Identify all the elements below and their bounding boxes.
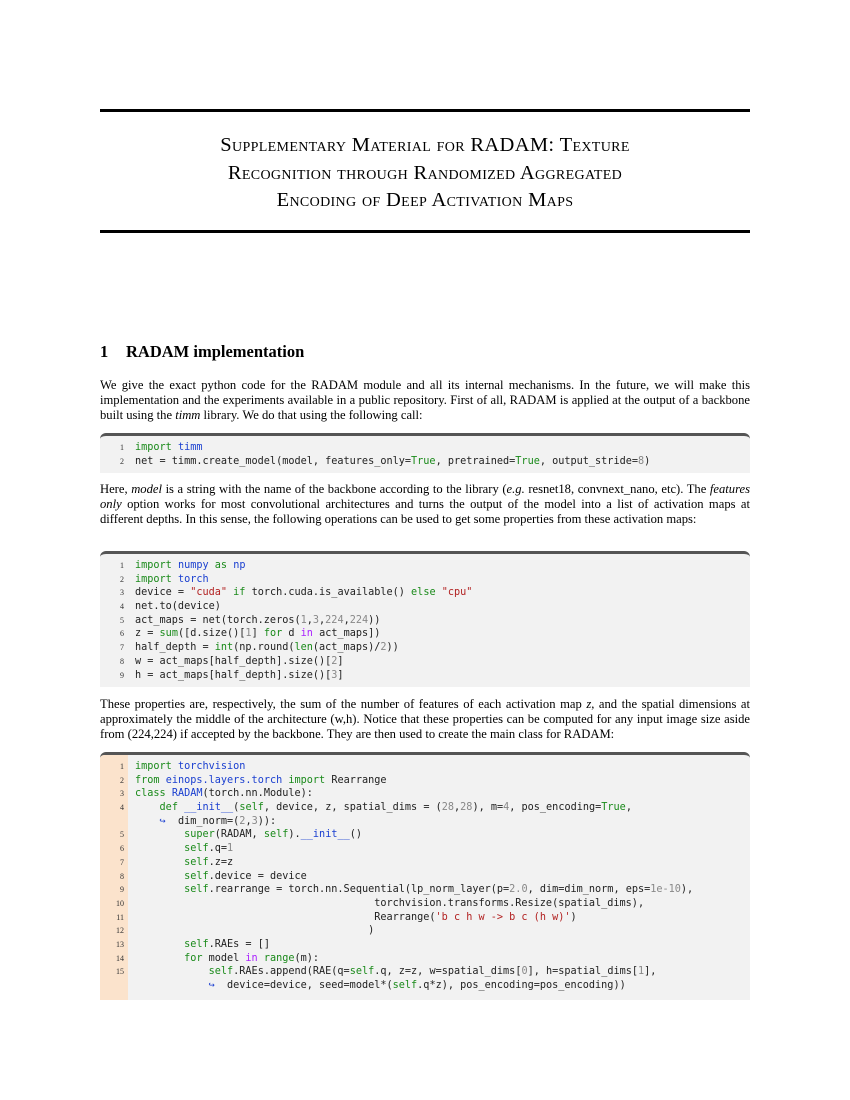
code-line: 6 z = sum([d.size()[1] for d in act_maps]) (100, 627, 750, 641)
line-number: 9 (120, 670, 124, 680)
code-line: 3 device = "cuda" if torch.cuda.is_available() else "cpu" (100, 586, 750, 600)
code-line: 4 def __init__(self, device, z, spatial_dims = (28,28), m=4, pos_encoding=True, (100, 801, 750, 815)
line-number: 7 (120, 643, 124, 653)
line-number: 1 (120, 762, 124, 771)
code-line: 12 ) (100, 924, 750, 938)
code-line: 2 import torch (100, 573, 750, 587)
line-number: 14 (116, 953, 124, 963)
code-line: 9 h = act_maps[half_depth].size()[3] (100, 669, 750, 683)
title-bottom-rule (100, 230, 750, 233)
paragraph-text: resnet18, convnext_nano, etc). The (524, 482, 710, 496)
emphasis-timm: timm (175, 408, 201, 423)
code-line: 1 import torchvision (100, 760, 750, 774)
emphasis-features-only: features only (100, 482, 751, 512)
line-number: 3 (120, 588, 124, 598)
code-line: 5 super(RADAM, self).__init__() (100, 828, 750, 842)
paragraph-features (100, 482, 750, 528)
code-line: 4 net.to(device) (100, 600, 750, 614)
title-top-rule (100, 109, 750, 112)
line-number: 9 (120, 885, 124, 895)
title-line-1: Supplementary Material for RADAM: Texture (220, 134, 630, 156)
line-number: 11 (116, 912, 124, 922)
line-number: 6 (120, 629, 124, 639)
paragraph-text: Here, (100, 482, 132, 496)
paragraph-text: library. We do that using the following call: (200, 408, 423, 423)
code-line: 9 self.rearrange = torch.nn.Sequential(lp_norm_layer(p=2.0, dim=dim_norm, eps=1e-10), (100, 883, 750, 897)
line-number: 5 (120, 830, 124, 840)
line-number: 13 (116, 939, 124, 949)
code-line: 1 import timm (100, 441, 750, 455)
line-number: 12 (116, 926, 124, 936)
code-line: 2 from einops.layers.torch import Rearrange (100, 774, 750, 788)
code-line: 10 torchvision.transforms.Resize(spatial_dims), (100, 897, 750, 911)
line-number: 1 (120, 443, 124, 452)
code-line: 15 self.RAEs.append(RAE(q=self.q, z=z, w=spatial_dims[0], h=spatial_dims[1], (100, 965, 750, 979)
code-line: 7 self.z=z (100, 856, 750, 870)
code-line: 7 half_depth = int(np.round(len(act_maps)/2)) (100, 641, 750, 655)
code-line: ↪ dim_norm=(2,3)): (159, 815, 277, 827)
section-heading (100, 342, 304, 362)
line-number: 15 (116, 967, 124, 977)
code-line: 8 w = act_maps[half_depth].size()[2] (100, 655, 750, 669)
code-line: 5 act_maps = net(torch.zeros(1,3,224,224)) (100, 614, 750, 628)
paragraph-text: is a string with the name of the backbone according to the library ( (161, 482, 507, 496)
code-line: 14 for model in range(m): (100, 952, 750, 966)
line-number: 3 (120, 789, 124, 799)
paragraph-properties (100, 697, 750, 743)
code-block-properties (100, 551, 750, 687)
line-number: 4 (120, 602, 124, 612)
paragraph-text: These properties are, respectively, the sum of the number of features of each activation map (100, 697, 587, 711)
paragraph-text: option works for most convolutional architectures and turns the output of the model into a list of activation maps at different depths. In this sense, the following operations can be used to get some properties from these activation maps: (100, 497, 750, 527)
code-line: 1 import numpy as np (100, 559, 750, 573)
section-title: RADAM implementation (126, 342, 305, 361)
code-line: 2 net = timm.create_model(model, features_only=True, pretrained=True, output_stride=8) (100, 455, 750, 469)
title-line-2: Recognition through Randomized Aggregated (227, 161, 623, 184)
line-number: 2 (120, 574, 124, 584)
line-number: 1 (120, 561, 124, 570)
code-line: ↪ device=device, seed=model*(self.q*z), pos_encoding=pos_encoding)) (208, 980, 626, 991)
paragraph-intro (100, 378, 750, 424)
emphasis-eg: e.g. (506, 482, 525, 496)
line-number: 7 (120, 857, 124, 867)
code-line: 3 class RADAM(torch.nn.Module): (100, 787, 750, 801)
title-line-3: Encoding of Deep Activation Maps (276, 189, 574, 211)
line-number: 8 (120, 871, 124, 881)
emphasis-model: model (131, 482, 162, 496)
line-number: 4 (120, 803, 124, 813)
math-z: z (586, 697, 592, 711)
paragraph-text: We give the exact python code for the RADAM module and all its internal mechanisms. In the future, we will make this implementation and the experiments available in a public repository. First of all, RADAM is applied at the output of a backbone built using the (100, 378, 750, 423)
paper-title (100, 132, 750, 215)
code-block-timm (100, 433, 750, 473)
code-line: 6 self.q=1 (100, 842, 750, 856)
code-line: 11 Rearrange('b c h w -> b c (h w)') (100, 911, 750, 925)
paragraph-text: , and the spatial dimensions at approximately the middle of the architecture (w,h). Notice that these properties can be computed for any input image size aside from (224,224) if accepted by the backbone. They are then used to create the main class for RADAM: (100, 697, 751, 742)
code-line: 13 self.RAEs = [] (100, 938, 750, 952)
line-number: 2 (120, 775, 124, 785)
line-number: 5 (120, 615, 124, 625)
code-block-radam-class (100, 752, 750, 1000)
line-number: 6 (120, 844, 124, 854)
line-number: 10 (116, 898, 124, 908)
section-number: 1 (100, 342, 109, 361)
line-number: 8 (120, 656, 124, 666)
code-line: 8 self.device = device (100, 870, 750, 884)
line-number: 2 (120, 456, 124, 466)
